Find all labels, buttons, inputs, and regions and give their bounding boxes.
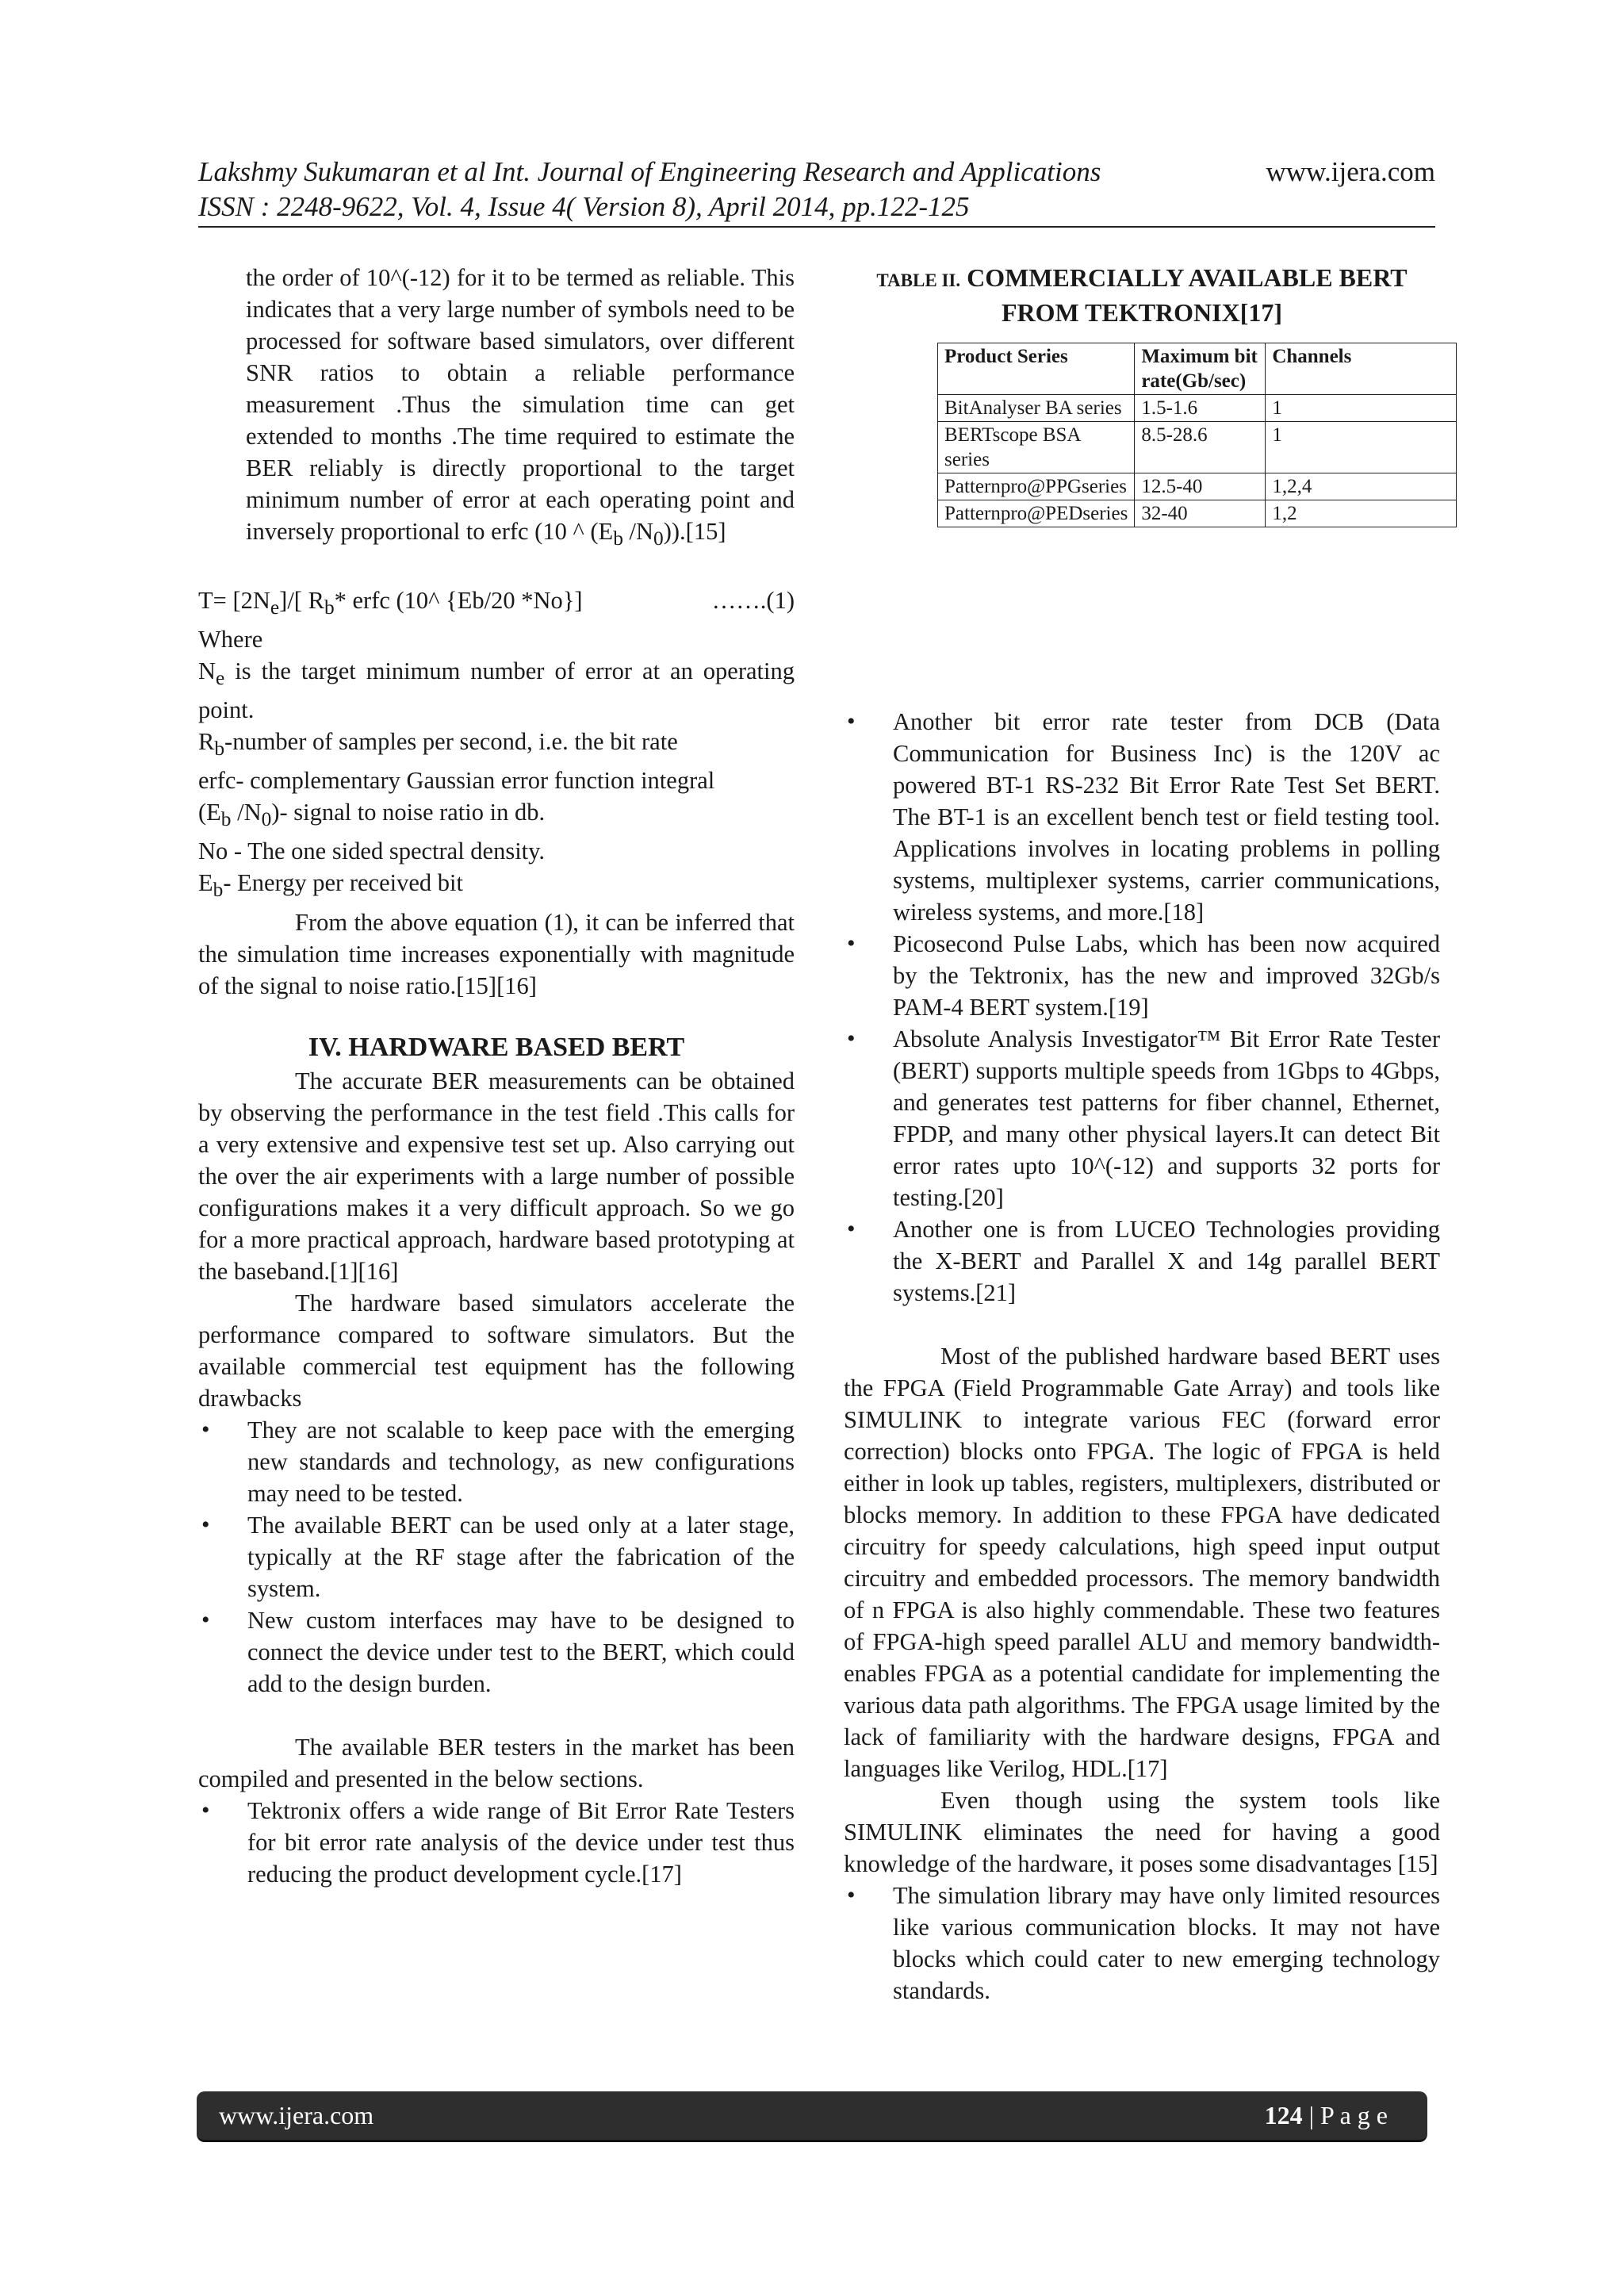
column-header: Product Series: [938, 343, 1135, 395]
hardware-paragraph-2: The hardware based simulators accelerate the performance compared to software simulators. But the available commercial test equipment has the following drawbacks: [198, 1289, 795, 1412]
simulink-paragraph: Even though using the system tools like SIMULINK eliminates the need for having a good knowledge of the hardware, it poses some disadvantages [15]: [844, 1787, 1440, 1877]
where-label: Where: [198, 626, 263, 654]
table-cell: 1,2: [1266, 500, 1457, 527]
table-cell: 8.5-28.6: [1135, 422, 1266, 473]
table-row: [938, 500, 1457, 527]
list-item: • The simulation library may have only limited resources like various communication blocks. It may not have blocks which could cater to new emerging technology standards.: [844, 1880, 1440, 2007]
definition-erfc: erfc- complementary Gaussian error function integral: [198, 767, 715, 795]
list-item: • Tektronix offers a wide range of Bit Error Rate Testers for bit error rate analysis of the device under test thus reducing the product development cycle.[17]: [198, 1795, 795, 1890]
table-row: [938, 473, 1457, 500]
list-item: • Absolute Analysis Investigator™ Bit Error Rate Tester (BERT) supports multiple speeds from 1Gbps to 4Gbps, and generates test patterns for fiber channel, Ethernet, FPDP, and many other physical layers.It can detect Bit error rates upto 10^(-12) and supports 32 ports for testing.[20]: [844, 1023, 1440, 1213]
footer-website-link[interactable]: www.ijera.com: [219, 2101, 374, 2129]
fpga-paragraph: Most of the published hardware based BERT uses the FPGA (Field Programmable Gate Array) and tools like SIMULINK to integrate various FEC (forward error correction) blocks onto FPGA. The logic of FPGA is held either in look up tables, registers, multiplexers, distributed or blocks memory. In addition to these FPGA have dedicated circuitry for speedy calculations, high speed input output circuitry and embedded processors. The memory bandwidth of n FPGA is also highly commendable. These two features of FPGA-high speed parallel ALU and memory bandwidth- enables FPGA as a potential candidate for implementing the various data path algorithms. The FPGA usage limited by the lack of familiarity with the hardware designs, FPGA and languages like Verilog, HDL.[17]: [844, 1343, 1440, 1782]
table-cell: Patternpro@PPGseries: [938, 473, 1135, 500]
page-number: 124 | P a g e: [1264, 2101, 1388, 2129]
bert-table: [937, 343, 1457, 527]
definition-snr: ($E_b$ $/N_0)-$ signal to noise ratio in db.: [198, 799, 546, 831]
table-cell: 1: [1266, 395, 1457, 422]
journal-citation: Lakshmy Sukumaran et al Int. Journal of Engineering Research and Applications: [198, 156, 1101, 187]
list-item: • They are not scalable to keep pace with the emerging new standards and technology, as new configurations may need to be tested.: [198, 1414, 795, 1509]
table-cell: Patternpro@PEDseries: [938, 500, 1135, 527]
table-caption: [844, 262, 1440, 328]
table-cell: 1: [1266, 422, 1457, 473]
equation-body: $T= [2N_e]/$[ $R_b*$ erfc (10^ {Eb/20 *No}]: [198, 587, 583, 619]
list-item: • Another one is from LUCEO Technologies providing the X-BERT and Parallel X and 14g parallel BERT systems.[21]: [844, 1213, 1440, 1309]
list-item: • New custom interfaces may have to be designed to connect the device under test to the BERT, which could add to the design burden.: [198, 1604, 795, 1700]
left-column: [198, 262, 795, 1890]
hardware-paragraph-1: The accurate BER measurements can be obtained by observing the performance in the test field .This calls for a very extensive and expensive test set up. Also carrying out the over the air experiments with a large number of possible configurations makes it a very difficult approach. So we go for a more practical approach, hardware based prototyping at the baseband.[1][16]: [198, 1067, 795, 1285]
list-item: • Another bit error rate tester from DCB (Data Communication for Business Inc) is the 120V ac powered BT-1 RS-232 Bit Error Rate Test Set BERT. The BT-1 is an excellent bench test or field testing tool. Applications involves in locating problems in polling systems, multiplexer systems, carrier communications, wireless systems, and more.[18]: [844, 706, 1440, 928]
bert-vendors-list: [844, 706, 1440, 1309]
spacer: [198, 1700, 795, 1731]
table-block: [844, 262, 1440, 706]
disadvantages-list: [844, 1880, 1440, 2007]
table-cell: 1.5-1.6: [1135, 395, 1266, 422]
header-website-link[interactable]: www.ijera.com: [1266, 156, 1435, 187]
list-item: • Picosecond Pulse Labs, which has been now acquired by the Tektronix, has the new and improved 32Gb/s PAM-4 BERT system.[19]: [844, 928, 1440, 1023]
list-item: • The available BERT can be used only at a later stage, typically at the RF stage after the fabrication of the system.: [198, 1509, 795, 1604]
section-heading: IV. HARDWARE BASED BERT: [308, 1032, 685, 1062]
table-label: TABLE II.: [876, 270, 961, 290]
equation-1: [198, 585, 795, 623]
table-cell: BitAnalyser BA series: [938, 395, 1135, 422]
intro-paragraph: the order of 10^(-12) for it to be termed as reliable. This indicates that a very large number of symbols need to be processed for software based simulators, over different SNR ratios to obtain a reliable performance measurement .Thus the simulation time can get extended to months .The time required to estimate the BER reliably is directly proportional to the target minimum number of error at each operating point and inversely proportional to erfc (10 ^ ($E_b$ $/N_0)).[15]$: [246, 264, 795, 550]
header-rule: [198, 226, 1435, 228]
table-cell: 1,2,4: [1266, 473, 1457, 500]
testers-list: [198, 1795, 795, 1890]
table-cell: 12.5-40: [1135, 473, 1266, 500]
definition-rb: $R_b$-number of samples per second, i.e. the bit rate: [198, 728, 678, 761]
table-cell: 32-40: [1135, 500, 1266, 527]
page-footer: [197, 2091, 1427, 2142]
definition-ne: $N_e$ is the target minimum number of error at an operating point.: [198, 657, 795, 724]
table-header-row: [938, 343, 1457, 395]
running-header: [198, 155, 1435, 224]
issn-line: ISSN : 2248-9622, Vol. 4, Issue 4( Version 8), April 2014, pp.122-125: [198, 191, 970, 222]
spacer: [844, 1309, 1440, 1340]
definition-eb: $E_b-$ Energy per received bit: [198, 869, 463, 902]
definition-no: No - The one sided spectral density.: [198, 838, 546, 865]
table-cell: BERTscope BSA series: [938, 422, 1135, 473]
equation-number: …….(1): [711, 587, 795, 615]
drawbacks-list: [198, 1414, 795, 1700]
table-title: COMMERCIALLY AVAILABLE BERT FROM TEKTRONIX[17]: [967, 263, 1408, 327]
table-row: [938, 395, 1457, 422]
table-row: [938, 422, 1457, 473]
column-header: Channels: [1266, 343, 1457, 395]
conclusion-paragraph: From the above equation (1), it can be inferred that the simulation time increases exponentially with magnitude of the signal to noise ratio.[15][16]: [198, 908, 795, 999]
testers-intro-paragraph: The available BER testers in the market has been compiled and presented in the below sections.: [198, 1733, 795, 1792]
column-header: Maximum bit rate(Gb/sec): [1135, 343, 1266, 395]
right-column: [844, 262, 1440, 2007]
